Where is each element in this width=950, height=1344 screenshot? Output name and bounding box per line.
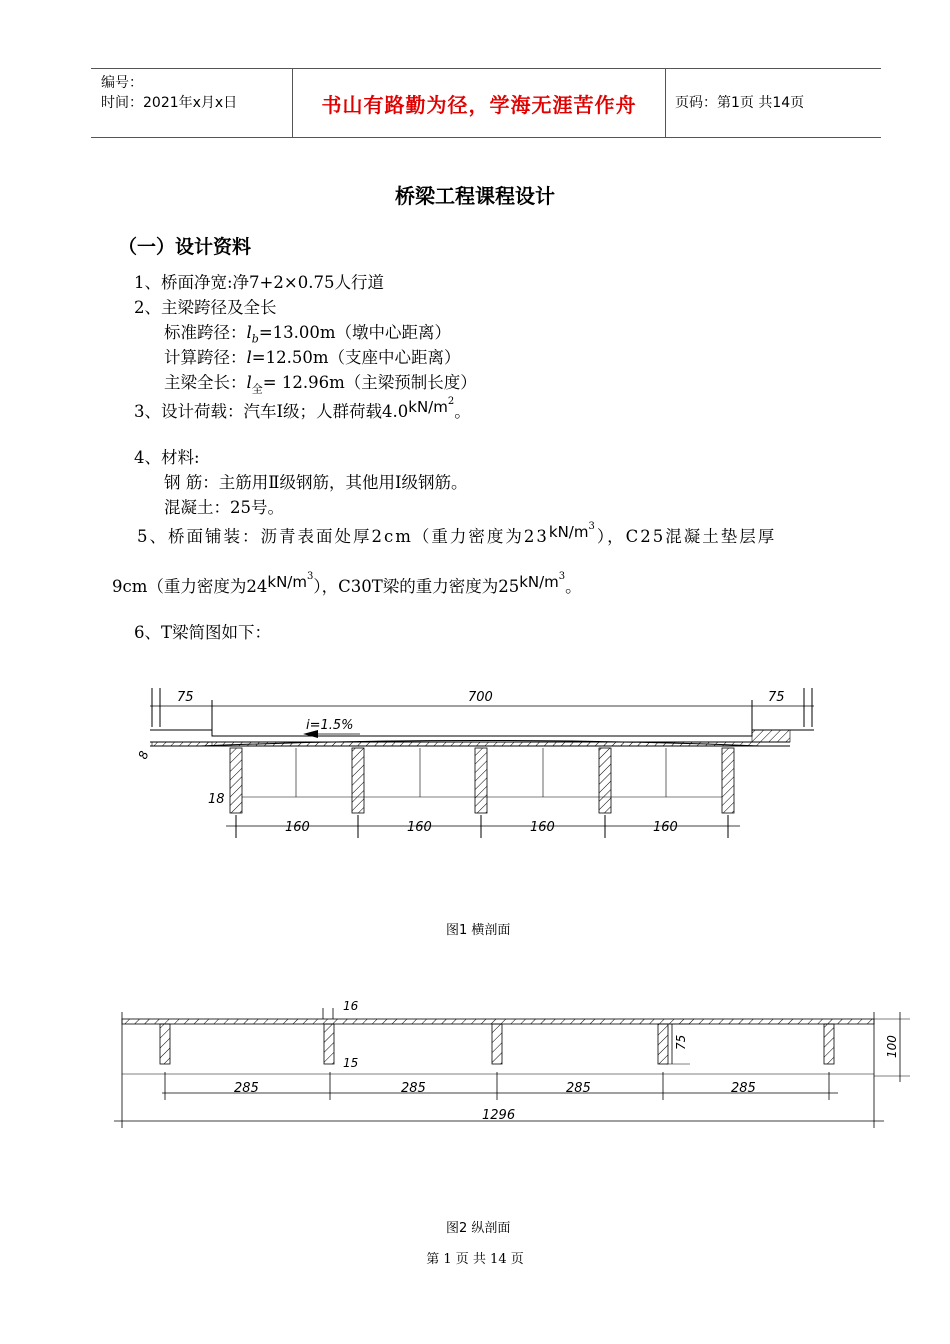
std-span-line (164, 319, 451, 345)
fig1-dim-deck: 8 (135, 749, 152, 762)
full-length-label: 主梁全长： (164, 373, 247, 392)
fig2-dim-spacing: 285 (234, 1081, 259, 1096)
item-4: 4、材料: (134, 448, 200, 467)
full-length-value: = 12.96m（主梁预制长度） (262, 373, 477, 392)
doc-time: 时间：2021年x月x日 (101, 95, 238, 111)
unit-text: kN/m (267, 573, 307, 591)
steel-line: 钢 筋：主筋用Ⅱ级钢筋，其他用Ⅰ级钢筋。 (164, 473, 468, 492)
header-divider (665, 69, 666, 137)
doc-number-label: 编号： (101, 75, 143, 91)
fig2-dim-total: 1296 (482, 1108, 516, 1123)
section-heading: （一）设计资料 (118, 236, 252, 258)
figure2-caption: 图2 纵剖面 (446, 1221, 511, 1236)
item-5 (137, 523, 776, 547)
fig1-dim-roadway: 700 (468, 690, 493, 705)
item-5-continued (112, 573, 582, 597)
concrete-line: 混凝土：25号。 (164, 498, 284, 517)
std-span-value: =13.00m（墩中心距离） (258, 323, 452, 342)
figure1-caption: 图1 横剖面 (446, 923, 511, 938)
header-motto: 书山有路勤为径，学海无涯苦作舟 (321, 93, 637, 117)
calc-span-symbol: l (246, 348, 252, 367)
fig2-dim-top: 16 (343, 999, 359, 1013)
fig2-dim-spacing: 285 (731, 1081, 756, 1096)
unit-text: kN/m (519, 573, 559, 591)
page-footer: 第 1 页 共 14 页 (426, 1252, 524, 1267)
fig1-dim-spacing: 160 (407, 820, 432, 835)
header-page-info: 页码：第1页 共14页 (675, 95, 805, 111)
fig2-dim-spacing: 285 (401, 1081, 426, 1096)
unit-superscript: 2 (447, 396, 455, 407)
fig1-dim-right-walkway: 75 (768, 690, 785, 705)
cross-section-figure (130, 678, 830, 848)
fig1-dim-spacing: 160 (530, 820, 555, 835)
calc-span-value: =12.50m（支座中心距离） (251, 348, 461, 367)
fig2-dim-bottom: 15 (343, 1056, 359, 1070)
fig1-slope-label: i=1.5% (306, 718, 354, 733)
paving-text-b: ），C25混凝土垫层厚 (596, 527, 777, 546)
fig1-dim-spacing: 160 (653, 820, 678, 835)
std-span-subscript: b (251, 332, 259, 346)
full-length-subscript: 全 (251, 382, 263, 396)
longitudinal-section-figure (110, 995, 920, 1130)
fig1-dim-spacing: 160 (285, 820, 310, 835)
paving-text-a: 5、桥面铺装：沥青表面处厚2cm（重力密度为23 (137, 527, 549, 546)
std-span-label: 标准跨径： (164, 323, 247, 342)
calc-span-line (164, 344, 461, 368)
std-span-symbol: l (246, 323, 252, 342)
paving-text-d: ），C30T梁的重力密度为25 (313, 577, 520, 596)
fig2-dim-spacing: 285 (566, 1081, 591, 1096)
header-meta (101, 73, 237, 113)
full-length-line (164, 369, 477, 396)
item-1: 1、桥面净宽:净7+2×0.75人行道 (134, 273, 384, 292)
item-6: 6、T梁简图如下： (134, 623, 272, 642)
unit-superscript: 3 (558, 571, 566, 582)
paving-text-c: 9cm（重力密度为24 (112, 577, 268, 596)
design-load-text: 3、设计荷载：汽车Ⅰ级；人群荷载4.0 (134, 402, 409, 421)
calc-span-label: 计算跨径： (164, 348, 247, 367)
doc-title: 桥梁工程课程设计 (395, 184, 555, 208)
design-load-end: 。 (454, 402, 471, 421)
paving-text-e: 。 (565, 577, 582, 596)
fig1-dim-left-walkway: 75 (177, 690, 194, 705)
fig1-dim-web: 18 (208, 792, 225, 807)
unit-text: kN/m (408, 398, 448, 416)
unit-superscript: 3 (588, 521, 597, 532)
unit-text: kN/m (548, 523, 589, 541)
unit-superscript: 3 (306, 571, 314, 582)
fig2-dim-diaphragm: 75 (674, 1034, 688, 1050)
item-3 (134, 398, 471, 422)
page-header (91, 68, 881, 138)
item-2: 2、主梁跨径及全长 (134, 298, 277, 317)
full-length-symbol: l (246, 373, 252, 392)
fig2-dim-depth: 100 (885, 1035, 899, 1058)
